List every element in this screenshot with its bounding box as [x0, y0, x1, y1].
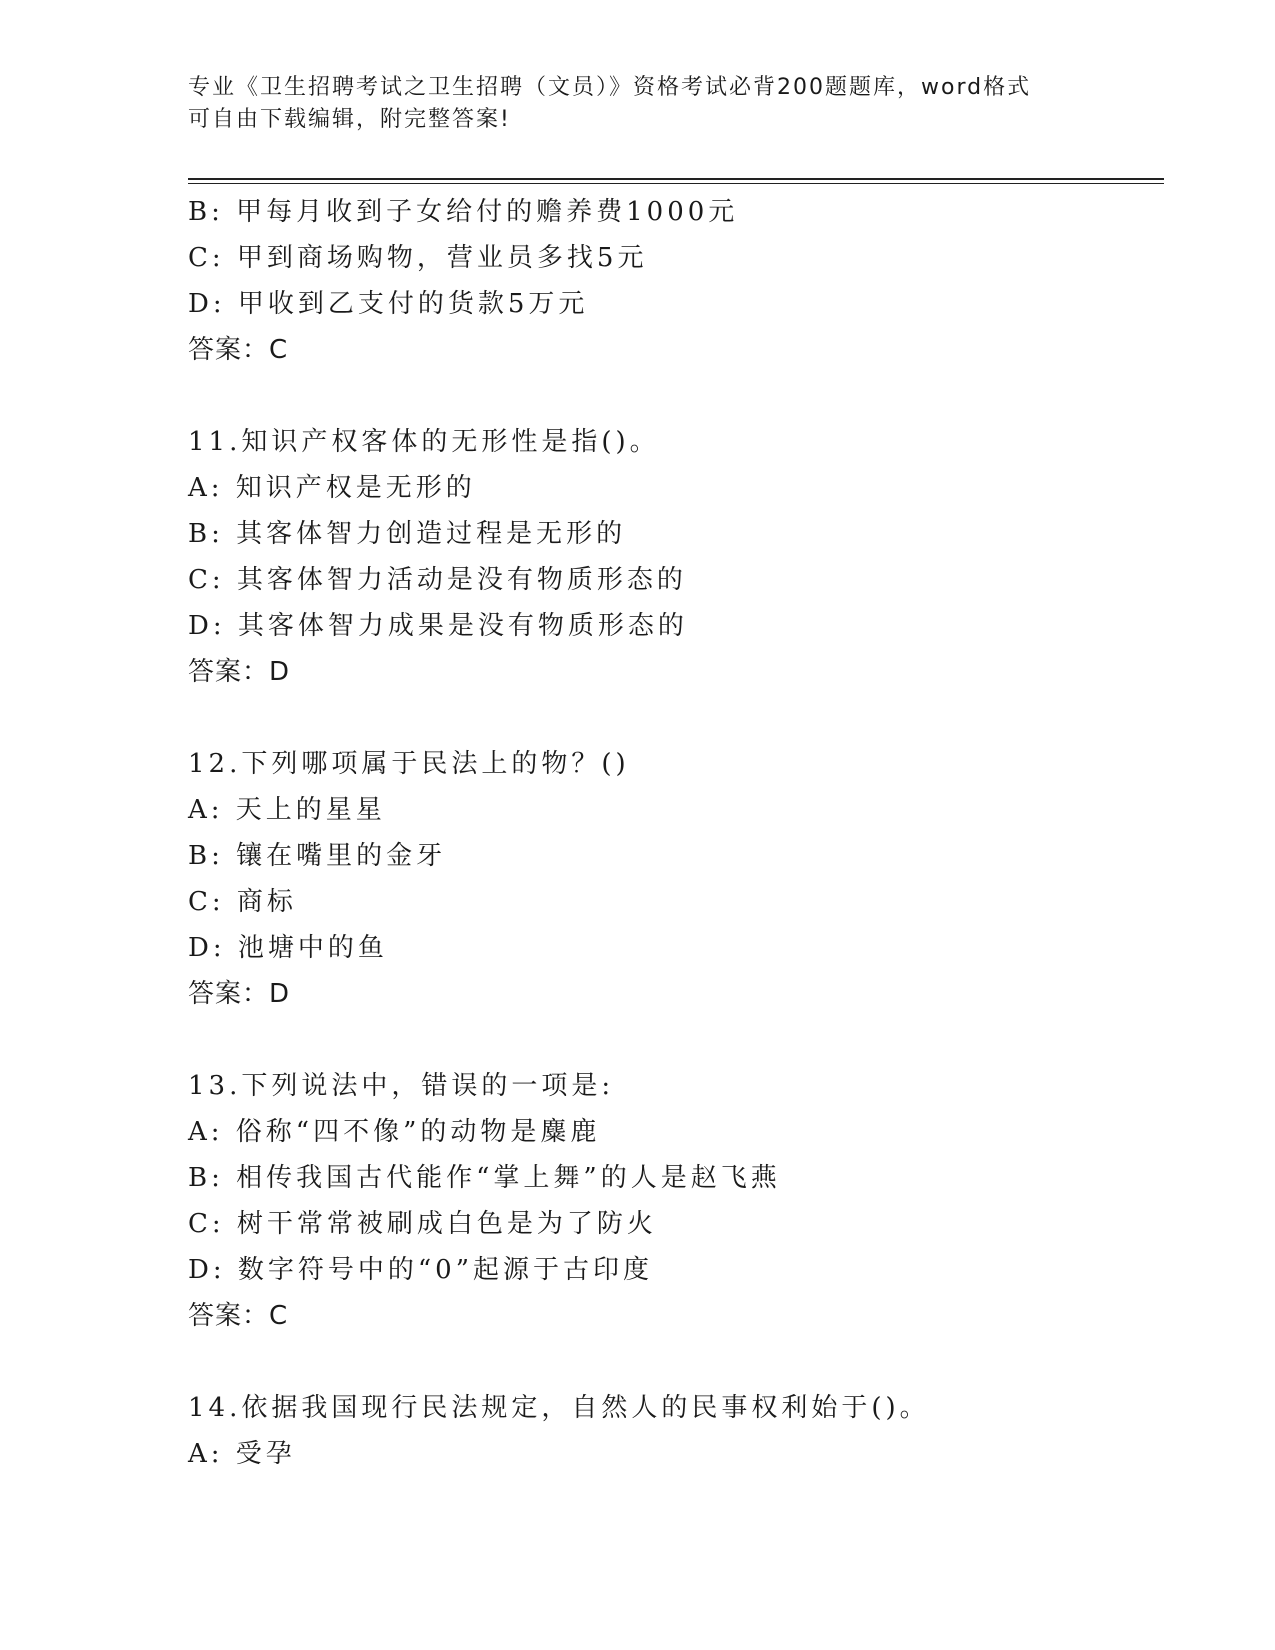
question-title: 14.依据我国现行民法规定，自然人的民事权利始于()。 [188, 1393, 930, 1423]
option-d: D: 其客体智力成果是没有物质形态的 [188, 611, 688, 641]
answer-line: 答案：D [188, 979, 291, 1009]
option-a: A: 俗称“四不像”的动物是麋鹿 [188, 1117, 601, 1147]
spacer [188, 373, 1148, 419]
header-line-1: 专业《卫生招聘考试之卫生招聘（文员）》资格考试必背200题题库，word格式 [188, 75, 1032, 100]
header-divider-thin [188, 183, 1164, 184]
option-b: B: 甲每月收到子女给付的赡养费1000元 [188, 197, 739, 227]
option-a: A: 受孕 [188, 1439, 296, 1469]
question-block [188, 189, 1148, 373]
question-title: 13.下列说法中，错误的一项是: [188, 1071, 615, 1101]
spacer [188, 1339, 1148, 1385]
answer-line: 答案：D [188, 657, 291, 687]
header-divider-thick [188, 178, 1164, 180]
option-d: D: 甲收到乙支付的货款5万元 [188, 289, 589, 319]
spacer [188, 695, 1148, 741]
question-list [188, 189, 1148, 1477]
option-a: A: 知识产权是无形的 [188, 473, 476, 503]
option-a: A: 天上的星星 [188, 795, 386, 825]
option-b: B: 镶在嘴里的金牙 [188, 841, 447, 871]
question-title: 11.知识产权客体的无形性是指()。 [188, 427, 660, 457]
question-title: 12.下列哪项属于民法上的物？() [188, 749, 630, 779]
question-block [188, 741, 1148, 1017]
option-c: C: 商标 [188, 887, 297, 917]
option-c: C: 树干常常被刷成白色是为了防火 [188, 1209, 657, 1239]
document-header [188, 72, 1088, 136]
option-c: C: 甲到商场购物，营业员多找5元 [188, 243, 648, 273]
answer-line: 答案：C [188, 335, 289, 365]
option-b: B: 其客体智力创造过程是无形的 [188, 519, 627, 549]
question-block [188, 1063, 1148, 1339]
header-line-2: 可自由下载编辑，附完整答案! [188, 107, 511, 132]
spacer [188, 1017, 1148, 1063]
option-d: D: 数字符号中的“0”起源于古印度 [188, 1255, 653, 1285]
question-block [188, 419, 1148, 695]
answer-line: 答案：C [188, 1301, 289, 1331]
option-c: C: 其客体智力活动是没有物质形态的 [188, 565, 687, 595]
option-b: B: 相传我国古代能作“掌上舞”的人是赵飞燕 [188, 1163, 781, 1193]
question-block [188, 1385, 1148, 1477]
option-d: D: 池塘中的鱼 [188, 933, 388, 963]
